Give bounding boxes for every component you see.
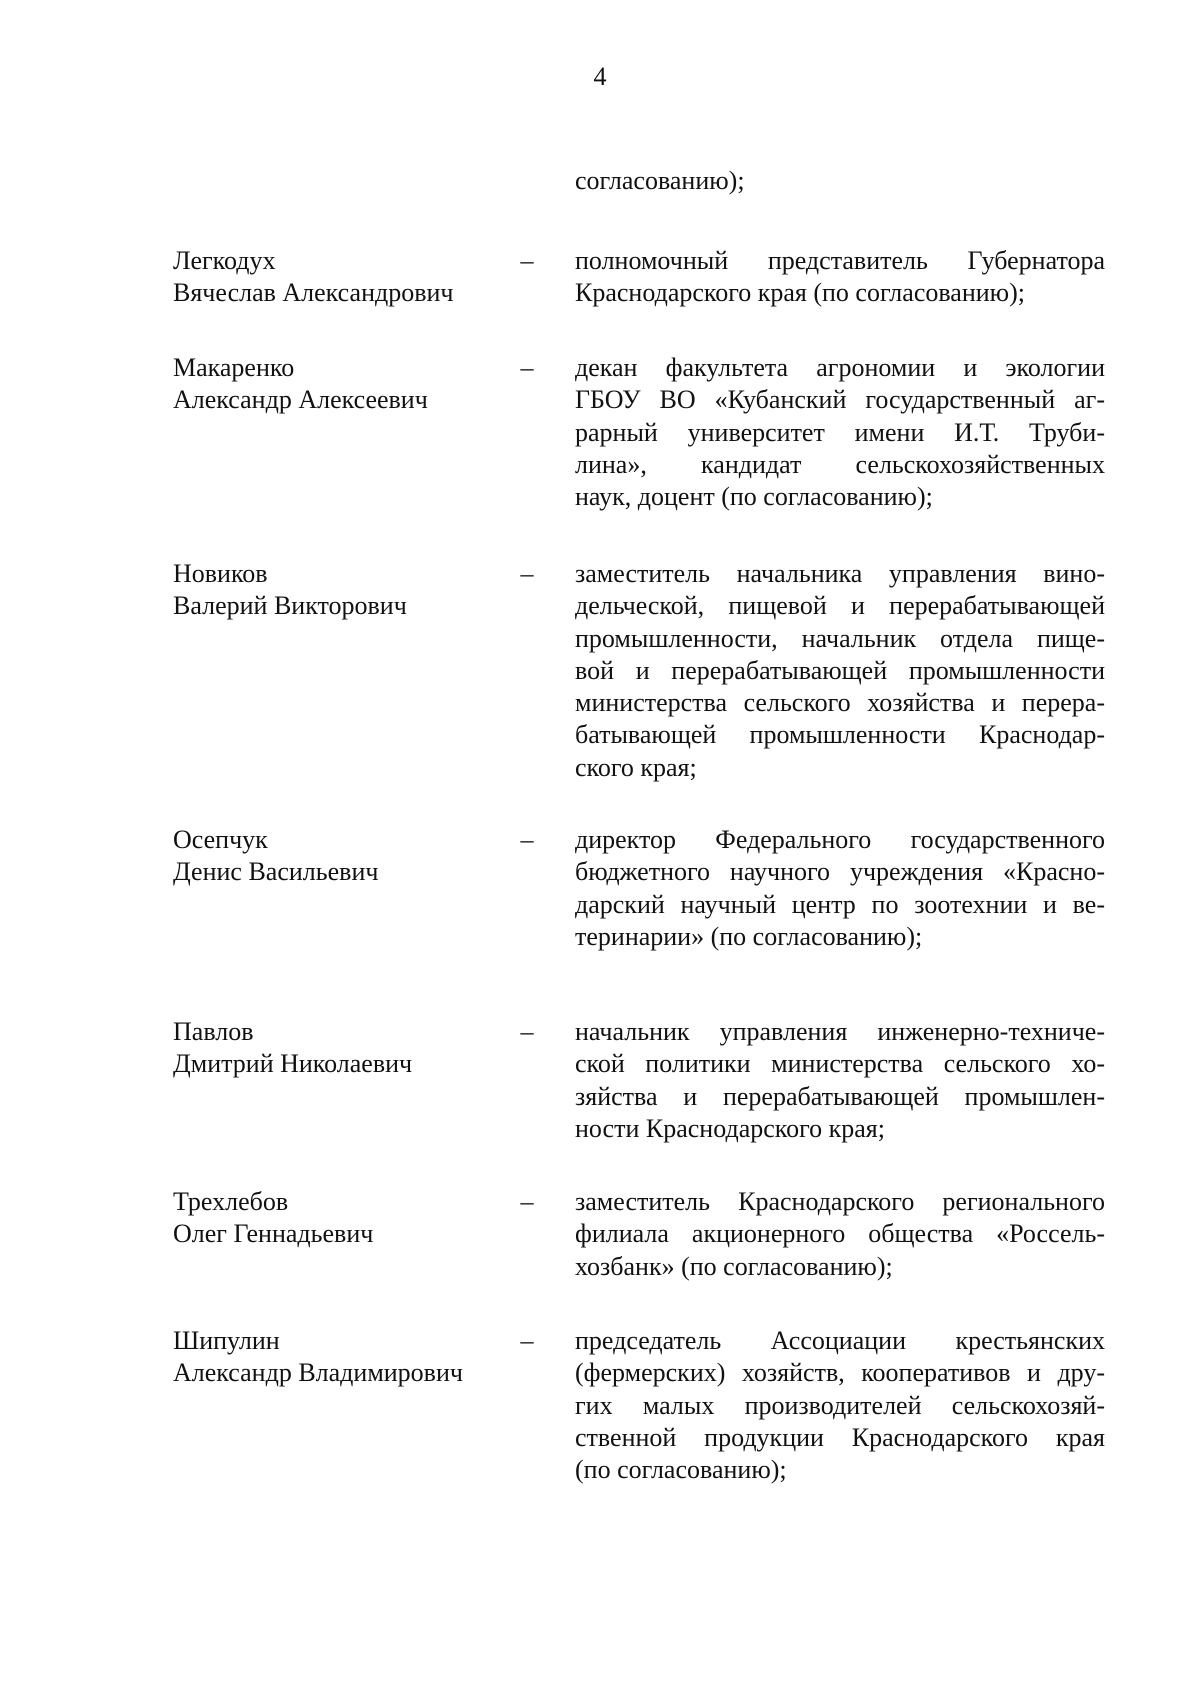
member-position (575, 1325, 1105, 1486)
member-position (575, 824, 1105, 953)
position-line: ской политики министерства сельского хо- (575, 1049, 1105, 1079)
member-given-names: Вячеслав Александрович (173, 278, 454, 308)
member-name (173, 245, 503, 310)
position-line: рарный университет имени И.Т. Труби- (575, 417, 1105, 447)
continuation-text: согласованию); (575, 166, 745, 195)
position-line: хозбанк» (по согласованию); (575, 1251, 893, 1281)
position-line: дарский научный центр по зоотехнии и ве- (575, 889, 1105, 919)
member-name (173, 1016, 503, 1081)
member-position (575, 1016, 1105, 1145)
member-given-names: Дмитрий Николаевич (173, 1049, 413, 1079)
member-name (173, 824, 503, 889)
member-given-names: Александр Владимирович (173, 1358, 463, 1388)
position-line: (по согласованию); (575, 1455, 787, 1485)
position-line: заместитель начальника управления вино- (575, 559, 1105, 588)
member-position (575, 558, 1105, 784)
position-line: зяйства и перерабатывающей промышлен- (575, 1081, 1105, 1111)
member-surname: Новиков (173, 559, 268, 588)
position-line: (фермерских) хозяйств, кооперативов и дру- (575, 1358, 1105, 1388)
dash-separator: – (520, 246, 534, 275)
member-surname: Шипулин (173, 1326, 280, 1355)
member-position (575, 245, 1105, 310)
dash-separator: – (520, 353, 534, 382)
position-line: вой и перерабатывающей промышленности (575, 655, 1105, 685)
position-line: председатель Ассоциации крестьянских (575, 1326, 1105, 1355)
position-line: Краснодарского края (по согласованию); (575, 278, 1025, 308)
member-position (575, 352, 1105, 513)
dash-separator: – (520, 825, 534, 854)
position-line: начальник управления инженерно-техниче- (575, 1017, 1105, 1046)
position-line: батывающей промышленности Краснодар- (575, 720, 1105, 750)
position-line: бюджетного научного учреждения «Красно- (575, 857, 1105, 887)
dash-separator: – (520, 559, 534, 588)
member-surname: Легкодух (173, 246, 276, 275)
position-line: наук, доцент (по согласованию); (575, 482, 933, 512)
dash-separator: – (520, 1017, 534, 1046)
position-line: ственной продукции Краснодарского края (575, 1422, 1105, 1452)
member-given-names: Валерий Викторович (173, 591, 407, 621)
member-given-names: Олег Геннадьевич (173, 1219, 374, 1249)
member-surname: Осепчук (173, 825, 268, 854)
position-line: ского края; (575, 752, 697, 782)
member-name (173, 1325, 503, 1390)
page-number: 4 (593, 62, 607, 91)
member-name (173, 352, 503, 417)
position-line: теринарии» (по согласованию); (575, 921, 923, 951)
member-surname: Трехлебов (173, 1187, 289, 1216)
position-line: полномочный представитель Губернатора (575, 246, 1105, 275)
position-line: ГБОУ ВО «Кубанский государственный аг- (575, 385, 1105, 415)
member-given-names: Денис Васильевич (173, 857, 379, 887)
member-position (575, 1186, 1105, 1283)
member-name (173, 1186, 503, 1251)
position-line: промышленности, начальник отдела пище- (575, 623, 1105, 653)
position-line: директор Федерального государственного (575, 825, 1105, 854)
member-given-names: Александр Алексеевич (173, 385, 428, 415)
member-name (173, 558, 503, 623)
dash-separator: – (520, 1187, 534, 1216)
position-line: лина», кандидат сельскохозяйственных (575, 449, 1105, 479)
position-line: гих малых производителей сельскохозяй- (575, 1390, 1105, 1420)
position-line: филиала акционерного общества «Россель- (575, 1219, 1105, 1249)
position-line: дельческой, пищевой и перерабатывающей (575, 591, 1105, 621)
position-line: ности Краснодарского края; (575, 1113, 885, 1143)
member-surname: Павлов (173, 1017, 254, 1046)
dash-separator: – (520, 1326, 534, 1355)
position-line: министерства сельского хозяйства и перера- (575, 688, 1105, 718)
position-line: декан факультета агрономии и экологии (575, 353, 1105, 382)
position-line: заместитель Краснодарского регионального (575, 1187, 1105, 1216)
member-surname: Макаренко (173, 353, 295, 382)
